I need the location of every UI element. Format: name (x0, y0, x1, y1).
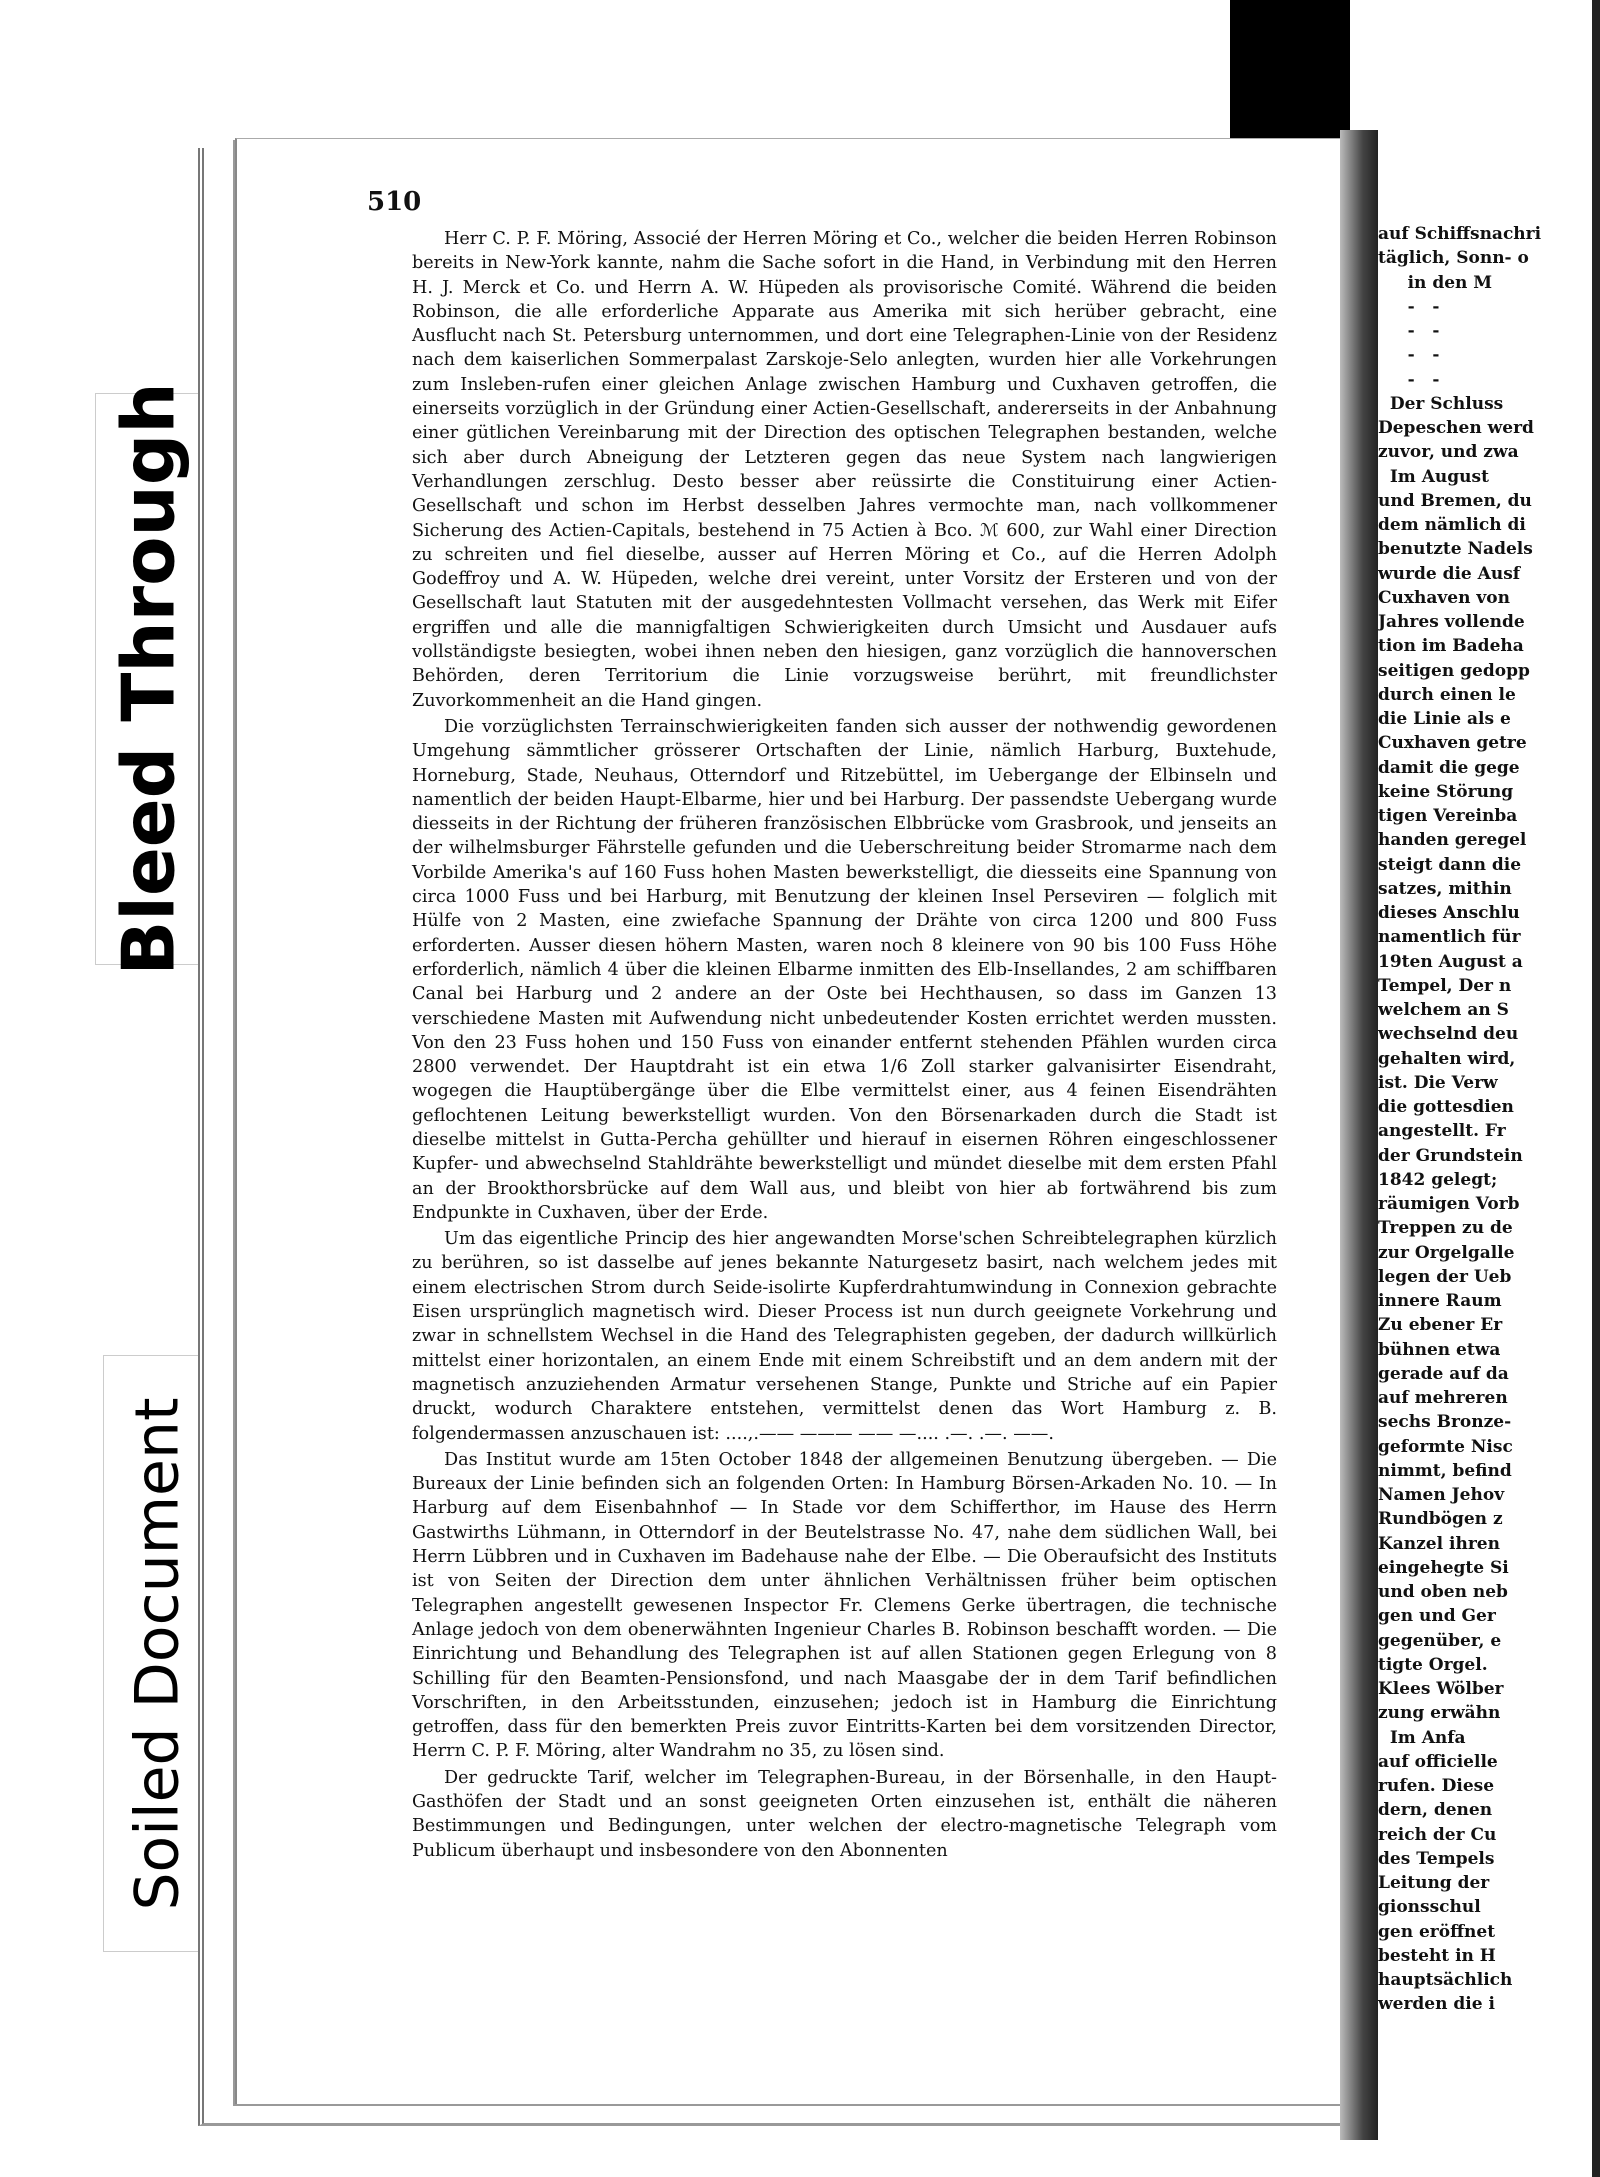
right-page-line: zuvor, und zwa (1378, 442, 1519, 463)
bleed-through-label (95, 382, 202, 976)
right-page-line: rufen. Diese (1378, 1776, 1495, 1796)
right-page-line: die gottesdien (1378, 1097, 1514, 1117)
right-page-line: reich der Cu (1378, 1824, 1497, 1845)
right-page-line: auf mehreren (1378, 1388, 1508, 1408)
right-page-text (1378, 222, 1592, 2017)
left-page (235, 138, 1342, 2104)
right-page-line: Leitung der (1378, 1873, 1490, 1893)
right-page-line: räumigen Vorb (1378, 1194, 1520, 1214)
right-page-line: legen der Ueb (1378, 1266, 1512, 1287)
right-page-line: gerade auf da (1378, 1363, 1509, 1384)
paragraph: Das Institut wurde am 15ten October 1848 der allgemeinen Benutzung übergeben. — Die Bureaux der Linie befinden sich an folgenden Orten: In Hamburg Börsen-Arkaden No. 10. — In Harburg auf dem Eisenbahnhof — In Stade vor dem Schifferthor, im Hause des Herrn Gastwirths Lühmann, in Otterndorf in der Beutelstrasse No. 47, nahe dem südlichen Wall, bei Herrn Lübbren und in Cuxhaven im Badehause nahe der Elbe. — Die Oberaufsicht des Instituts ist von Seiten der Direction dem unter ähnlichen Verhältnissen früher beim optischen Telegraphen angestellt gewesenen Inspector Fr. Clemens Gerke übertragen, die technische Anlage jedoch von dem obenerwähnten Ingenieur Charles B. Robinson beschafft worden. — Die Einrichtung und Behandlung des Telegraphen ist auf allen Stationen gegen Erlegung von 8 Schilling für den Beamten-Pensionsfond, und nach Maasgabe der in dem Tarif befindlichen Vorschriften, in den Arbeitsstunden, einzusehen; jedoch ist in Hamburg die Einrichtung getroffen, dass für den bemerkten Preis zuvor Eintritts-Karten bei dem vorsitzenden Director, Herrn C. P. F. Möring, alter Wandrahm no 35, zu lösen sind. (412, 1449, 1277, 1762)
right-page-line: keine Störung (1378, 781, 1514, 802)
right-page-line: durch einen le (1378, 684, 1516, 705)
right-page-line: Tempel, Der n (1378, 975, 1512, 996)
right-page-line: und oben neb (1378, 1582, 1508, 1602)
right-page-line: hauptsächlich (1378, 1970, 1513, 1990)
page-number: 510 (367, 187, 422, 217)
right-page-line: Klees Wölber (1378, 1679, 1504, 1699)
paragraph: Der gedruckte Tarif, welcher im Telegraphen-Bureau, in der Börsenhalle, in den Haupt-Gasthöfen der Stadt und an sonst geeigneten Orten einzusehen ist, enthält die näheren Bestimmungen und Bedingungen, unter welchen der electro-magnetische Telegraph vom Publicum überhaupt und insbesondere von den Abonnenten (412, 1767, 1277, 1861)
right-page-line: - - (1378, 369, 1440, 390)
right-page-line: dieses Anschlu (1378, 903, 1520, 923)
right-page-line: - - (1378, 296, 1440, 317)
main-text-block (412, 227, 1277, 1863)
right-page-line: Im Anfa (1378, 1727, 1466, 1748)
bleed-through-text: Bleed Through (106, 382, 191, 976)
right-page-line: gehalten wird, (1378, 1048, 1516, 1069)
right-page-line: der Grundstein (1378, 1145, 1523, 1166)
right-page-line: Der Schluss (1378, 393, 1504, 414)
right-page-line: geformte Nisc (1378, 1436, 1513, 1457)
right-page-line: benutzte Nadels (1378, 539, 1533, 560)
right-page-line: namentlich für (1378, 927, 1521, 948)
right-page-line: Zu ebener Er (1378, 1315, 1503, 1336)
right-page-line: angestellt. Fr (1378, 1121, 1506, 1142)
right-page-line: Depeschen werd (1378, 418, 1534, 438)
right-page-line: handen geregel (1378, 830, 1527, 851)
right-page-line: welchem an S (1378, 1000, 1509, 1020)
right-page-line: Treppen zu de (1378, 1218, 1513, 1239)
right-page-line: dem nämlich di (1378, 515, 1526, 535)
right-page-line: zur Orgelgalle (1378, 1242, 1515, 1263)
paragraph: Die vorzüglichsten Terrainschwierigkeiten fanden sich ausser der nothwendig gewordenen Umgehung sämmtlicher grösserer Ortschaften der Linie, nämlich Harburg, Buxtehude, Horneburg, Stade, Neuhaus, Otterndorf und Ritzebüttel, im Uebergange der Elbinseln und namentlich der beiden Haupt-Elbarme, hier und bei Harburg. Der passendste Uebergang wurde diesseits in der Richtung der früheren französischen Elbbrücke vom Grasbrook, und jenseits an der wilhelmsburger Fährstelle gefunden und die Ueberschreitung beider Stromarme nach dem Vorbilde Amerika's auf 160 Fuss hohen Masten bewerkstelligt, die diesseits eine Spannung von circa 1000 Fuss und bei Harburg, mit Benutzung der kleinen Insel Perseviren — folglich mit Hülfe von 2 Masten, eine zwiefache Spannung der Drähte von circa 1200 und 800 Fuss erforderten. Ausser diesen höhern Masten, waren noch 8 kleinere von 90 bis 100 Fuss Höhe erforderlich, nämlich 4 über die kleinen Elbarme inmitten des Elb-Insellandes, 2 am schiffbaren Canal bei Harburg und 2 andere an der Oste bei Hechthausen, so dass im Ganzen 13 verschiedene Masten mit Aufwendung nicht unbedeutender Kosten errichtet werden mussten. Von den 23 Fuss hohen und 150 Fuss von einander entfernt stehenden Pfählen wurden circa 2800 verwendet. Der Hauptdraht ist ein etwa 1/6 Zoll starker galvanisirter Eisendraht, wogegen die Hauptübergänge über die Elbe vermittelst einer, aus 4 feinen Eisendrähten geflochtenen Leitung bewerkstelligt wurden. Von den Börsenarkaden durch die Stadt ist dieselbe mittelst in Gutta-Percha gehüllter und hierauf in eisernen Röhren eingeschlossener Kupfer- und abwechselnd Stahldrähte bewerkstelligt und mündet dieselbe mit dem ersten Pfahl an der Brookthorsbrücke auf dem Wall aus, und bleibt von hier ab fortwährend bis zum Endpunkte in Cuxhaven, über der Erde. (412, 716, 1277, 1223)
right-page-line: steigt dann die (1378, 854, 1522, 875)
book-gutter (1340, 130, 1378, 2140)
right-page-line: seitigen gedopp (1378, 660, 1530, 681)
right-page-line: auf officielle (1378, 1751, 1498, 1772)
soiled-document-label (103, 1355, 213, 1952)
right-page-line: gegenüber, e (1378, 1630, 1502, 1651)
right-page-line: auf Schiffsnachri (1378, 224, 1542, 244)
paragraph: Herr C. P. F. Möring, Associé der Herren Möring et Co., welcher die beiden Herren Robinson bereits in New-York kannte, nahm die Sache sofort in die Hand, in Verbindung mit den Herren H. J. Merck et Co. und Herrn A. W. Hüpeden als provisorische Comité. Während die beiden Robinson, die alle erforderliche Apparate aus Amerika mit sich herüber gebracht, eine Ausflucht nach St. Petersburg unternommen, und dort eine Telegraphen-Linie von der Residenz nach dem kaiserlichen Sommerpalast Zarskoje-Selo anlegten, wurden hier alle Vorkehrungen zum Insleben-rufen einer gleichen Anlage zwischen Hamburg und Cuxhaven getroffen, die einerseits vorzüglich in der Gründung einer Actien-Gesellschaft, andererseits in der Anbahnung einer gütlichen Vereinbarung mit der Direction des optischen Telegraphen bestanden, welche sich aber durch Abneigung der Letzteren gegen das neue System nach langwierigen Verhandlungen zerschlug. Desto besser aber reüssirte die Constituirung einer Actien-Gesellschaft und schon im Herbst desselben Jahres vermochte man, nach vollkommener Sicherung des Actien-Capitals, bestehend in 75 Actien à Bco. ℳ 600, zur Wahl einer Direction zu schreiten und fiel dieselbe, ausser auf Herren Möring et Co., auf die Herren Adolph Godeffroy und A. W. Hüpeden, welche drei vereint, unter Vorsitz der Ersteren und von der Gesellschaft laut Statuten mit der ausgedehntesten Vollmacht versehen, das Werk mit Eifer ergriffen und alle die mannigfaltigen Schwierigkeiten durch Umsicht und Ausdauer aufs vollständigste besiegten, wobei ihnen neben den hiesigen, ganz vorzüglich die hannoverschen Behörden, deren Territorium die Linie vorzugsweise berührt, mit freundlichster Zuvorkommenheit an die Hand gingen. (412, 229, 1277, 711)
right-page-line: Jahres vollende (1378, 612, 1525, 632)
right-page-line: Rundbögen z (1378, 1509, 1503, 1530)
right-page-line: nimmt, befind (1378, 1460, 1512, 1481)
right-page-line: - - (1378, 321, 1440, 341)
right-page-line: bühnen etwa (1378, 1339, 1501, 1360)
right-page-line: tigen Vereinba (1378, 806, 1518, 826)
right-page-line: des Tempels (1378, 1848, 1495, 1869)
right-page (1378, 130, 1592, 2140)
right-page-line: besteht in H (1378, 1945, 1496, 1966)
right-page-line: Im August (1378, 466, 1489, 487)
right-page-line: die Linie als e (1378, 709, 1511, 729)
right-page-line: satzes, mithin (1378, 878, 1512, 899)
right-page-line: Cuxhaven getre (1378, 733, 1527, 754)
right-page-line: damit die gege (1378, 757, 1520, 778)
right-page-line: gen eröffnet (1378, 1921, 1496, 1942)
right-page-line: und Bremen, du (1378, 490, 1532, 511)
right-page-line: wechselnd deu (1378, 1024, 1519, 1045)
film-edge (1592, 0, 1600, 2177)
right-page-line: 19ten August a (1378, 951, 1523, 972)
right-page-line: täglich, Sonn- o (1378, 248, 1529, 269)
right-page-line: wurde die Ausf (1378, 563, 1521, 584)
right-page-line: Kanzel ihren (1378, 1533, 1500, 1554)
right-page-line: dern, denen (1378, 1800, 1493, 1821)
right-page-line: Cuxhaven von (1378, 587, 1510, 608)
film-strip-black (1230, 0, 1350, 150)
paragraph: Um das eigentliche Princip des hier angewandten Morse'schen Schreibtelegraphen kürzlich zu berühren, so ist dasselbe auf jenes bekannte Naturgesetz basirt, nach welchem jedes mit einem electrischen Strom durch Seide-isolirte Kupferdrahtumwindung in Connexion gebrachte Eisen ursprünglich magnetisch wird. Dieser Process ist nun durch geeignete Vorkehrung und zwar in schnellstem Wechsel in die Hand des Telegraphisten gegeben, der dadurch willkürlich mittelst einer horizontalen, an einem Ende mit einem Schreibstift und an dem andern mit der magnetisch anzuziehenden Armatur versehenen Stange, Punkte und Striche auf ein Papier druckt, wodurch Charaktere entstehen, vermittelst denen das Wort Hamburg z. B. folgendermassen anzuschauen ist: ....,.—— ——— —— —.... .—. .—. ——. (412, 1229, 1277, 1444)
right-page-line: - - (1378, 345, 1440, 366)
right-page-line: sechs Bronze- (1378, 1412, 1512, 1433)
soiled-document-text: Soiled Document (123, 1396, 194, 1911)
right-page-line: in den M (1378, 272, 1493, 293)
right-page-line: ist. Die Verw (1378, 1072, 1498, 1093)
right-page-line: innere Raum (1378, 1291, 1502, 1311)
right-page-line: eingehegte Si (1378, 1557, 1509, 1578)
right-page-line: gen und Ger (1378, 1606, 1496, 1627)
right-page-line: werden die i (1378, 1994, 1495, 2015)
right-page-line: Namen Jehov (1378, 1485, 1505, 1505)
right-page-line: tion im Badeha (1378, 636, 1524, 657)
right-page-line: tigte Orgel. (1378, 1654, 1488, 1675)
right-page-line: 1842 gelegt; (1378, 1169, 1498, 1190)
right-page-line: zung erwähn (1378, 1703, 1501, 1724)
right-page-line: gionsschul (1378, 1897, 1481, 1918)
